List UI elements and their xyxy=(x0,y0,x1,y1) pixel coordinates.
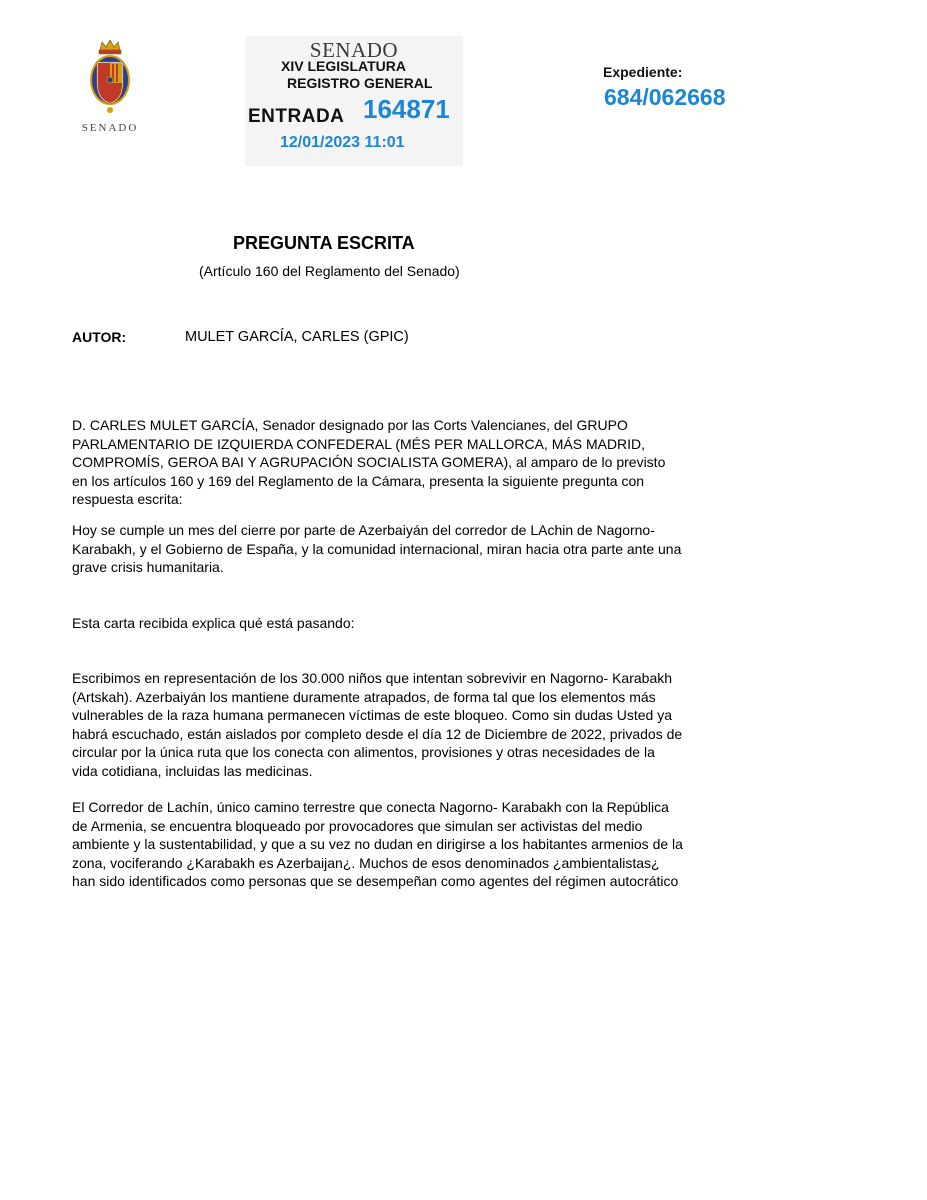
coat-of-arms-icon xyxy=(88,40,132,120)
stamp-datetime: 12/01/2023 11:01 xyxy=(280,134,405,151)
paragraph-letter-body-2: El Corredor de Lachín, único camino terrestre que conecta Nagorno- Karabakh con la República de Armenia, se encuentra bloqueado por provocadores que simulan ser activistas del medio ambiente y la sustentabilidad, y que a su vez no dudan en dirigirse a los habitantes armenios de la zona, vociferando ¿Karabakh es Azerbaijan¿. Muchos de esos denominados ¿ambientalistas¿ han sido identificados como personas que se desempeñan como agentes del régimen autocrático xyxy=(72,799,683,889)
stamp-entrada-number: 164871 xyxy=(363,94,450,124)
document-title: PREGUNTA ESCRITA xyxy=(233,233,415,253)
stamp-registry: REGISTRO GENERAL xyxy=(287,75,433,91)
autor-label: AUTOR: xyxy=(72,329,127,345)
document-subtitle: (Artículo 160 del Reglamento del Senado) xyxy=(199,263,460,279)
stamp-institution: SENADO xyxy=(309,38,399,62)
stamp-entrada-label: ENTRADA xyxy=(248,106,345,127)
expediente-label: Expediente: xyxy=(603,64,683,80)
paragraph-context: Hoy se cumple un mes del cierre por parte de Azerbaiyán del corredor de LAchin de Nagorno- Karabakh, y el Gobierno de España, y la comunidad internacional, miran hacia otra parte ante una grave crisis humanitaria. xyxy=(72,522,682,575)
registry-stamp xyxy=(245,36,463,166)
paragraph-intro: D. CARLES MULET GARCÍA, Senador designado por las Corts Valencianes, del GRUPO PARLAMENTARIO DE IZQUIERDA CONFEDERAL (MÉS PER MALLORCA, MÁS MADRID, COMPROMÍS, GEROA BAI Y AGRUPACIÓN SOCIALISTA GOMERA), al amparo de lo previsto en los artículos 160 y 169 del Reglamento de la Cámara, presenta la siguiente pregunta con respuesta escrita: xyxy=(72,417,666,507)
senado-logo: SENADO xyxy=(70,40,150,140)
stamp-legislature: XIV LEGISLATURA xyxy=(281,58,406,74)
paragraph-letter-body-1: Escribimos en representación de los 30.000 niños que intentan sobrevivir en Nagorno- Karabakh (Artskah). Azerbaiyán los mantiene duramente atrapados, de forma tal que los elementos más vulnerables de la raza humana permanecen víctimas de este bloqueo. Como sin dudas Usted ya habrá escuchado, están aislados por completo desde el día 12 de Diciembre de 2022, privados de circular por la única ruta que los conecta con alimentos, provisiones y otras necesidades de la vida cotidiana, incluidas las medicinas. xyxy=(72,670,683,779)
paragraph-letter-intro: Esta carta recibida explica qué está pasando: xyxy=(72,615,355,631)
expediente-number: 684/062668 xyxy=(604,84,726,110)
autor-value: MULET GARCÍA, CARLES (GPIC) xyxy=(185,329,409,345)
